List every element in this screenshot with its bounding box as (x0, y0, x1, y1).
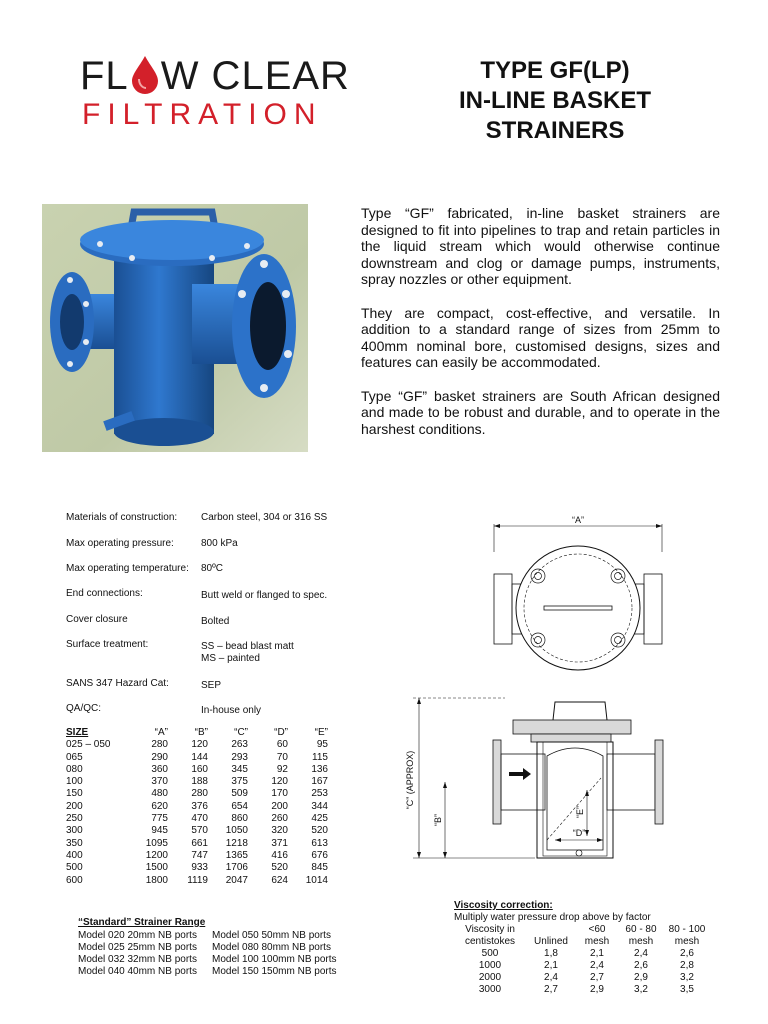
spec-value: In-house only (201, 705, 262, 716)
table-row (454, 948, 710, 960)
table-cell: 375 (231, 776, 248, 788)
table-cell: 280 (151, 739, 168, 751)
spec-value-2: MS – painted (201, 653, 260, 664)
table-cell: 520 (271, 862, 288, 874)
table-cell: 661 (191, 837, 208, 849)
table-cell: 150 (66, 788, 83, 800)
table-cell: 376 (191, 800, 208, 812)
table-cell: 470 (191, 813, 208, 825)
table-cell: 624 (271, 874, 288, 886)
diagram-top-view (486, 512, 676, 672)
table-cell: 371 (271, 837, 288, 849)
table-cell: 1800 (145, 874, 168, 886)
table-cell: 676 (311, 849, 328, 861)
intro-text (361, 205, 720, 454)
table-cell: 1000 (478, 960, 502, 971)
table-row (66, 850, 328, 862)
spec-label: SANS 347 Hazard Cat: (66, 678, 169, 689)
intro-paragraph-1: Type “GF” fabricated, in-line basket strainers are designed to fit into pipelines to trap and retain particles in the liquid stream which would otherwise continue downstream and clog or damage pumps, instruments, spray nozzles or other equipment. (361, 205, 720, 287)
table-row (454, 972, 710, 984)
table-cell: 845 (311, 862, 328, 874)
table-cell: 2,6 (634, 960, 648, 971)
table-cell: 2,8 (680, 960, 694, 971)
standard-range (78, 917, 368, 977)
table-cell: 860 (231, 813, 248, 825)
table-cell: 2,4 (634, 948, 648, 959)
table-cell: 160 (191, 763, 208, 775)
table-cell: 1706 (225, 862, 248, 874)
table-row (66, 776, 328, 788)
dimension-e-label: “E” (575, 806, 585, 818)
table-cell: 2000 (478, 972, 502, 983)
table-cell: 480 (151, 788, 168, 800)
table-cell: 70 (276, 751, 288, 763)
logo-text-wclear: W CLEAR (160, 54, 350, 98)
table-cell: 2,9 (634, 972, 648, 983)
visc-header-cell: centistokes (464, 936, 516, 947)
visc-header-cell: mesh (674, 936, 700, 947)
header-d: “D” (274, 727, 288, 738)
visc-header-cell: mesh (584, 936, 610, 947)
table-cell: 416 (271, 849, 288, 861)
table-cell: 1014 (305, 874, 328, 886)
table-cell: 115 (312, 751, 328, 763)
spec-label: End connections: (66, 588, 143, 599)
table-cell: 320 (271, 825, 288, 837)
dimension-d-label: “D” (572, 828, 586, 838)
table-cell: 1050 (225, 825, 248, 837)
viscosity-header-2 (454, 936, 710, 948)
table-cell: 253 (311, 788, 328, 800)
table-row (66, 788, 328, 800)
viscosity-correction (454, 900, 724, 996)
table-cell: 370 (151, 776, 168, 788)
page-title (420, 56, 690, 146)
title-line-1: TYPE GF(LP) (480, 57, 630, 84)
title-line-3: STRAINERS (485, 117, 625, 144)
spec-label: Max operating temperature: (66, 563, 189, 574)
header-size: SIZE (66, 727, 89, 738)
table-cell: 2,9 (590, 984, 604, 995)
table-row (66, 825, 328, 837)
table-cell: 613 (311, 837, 328, 849)
intro-paragraph-3: Type “GF” basket strainers are South African designed and made to be robust and durable, and to operate in the harshest conditions. (361, 387, 720, 437)
visc-header-cell (526, 924, 576, 936)
table-cell: 100 (66, 776, 83, 788)
list-item: Model 050 50mm NB ports (212, 930, 331, 941)
spec-label: QA/QC: (66, 703, 102, 714)
spec-value: SS – bead blast matt (201, 641, 294, 652)
standard-range-left (78, 930, 197, 978)
spec-value: Carbon steel, 304 or 316 SS (201, 512, 328, 523)
logo-wordmark (80, 52, 350, 100)
intro-paragraph-2: They are compact, cost-effective, and versatile. In addition to a standard range of sizes from 25mm to 400mm nominal bore, customised designs, sizes and features can easily be accommodated. (361, 304, 720, 370)
table-cell: 654 (231, 800, 248, 812)
list-item: Model 020 20mm NB ports (78, 930, 197, 941)
table-cell: 360 (151, 763, 168, 775)
list-item: Model 100 100mm NB ports (212, 954, 337, 965)
table-cell: 120 (191, 739, 208, 751)
table-row (66, 752, 328, 764)
table-cell: 188 (191, 776, 208, 788)
table-row (454, 960, 710, 972)
table-cell: 747 (191, 849, 208, 861)
spec-value: 80ºC (201, 563, 223, 574)
table-cell: 1218 (225, 837, 248, 849)
table-row (66, 813, 328, 825)
spec-label: Surface treatment: (66, 639, 149, 650)
table-cell: 260 (271, 813, 288, 825)
table-cell: 1200 (145, 849, 168, 861)
company-logo (80, 52, 350, 138)
dimension-a-label: “A” (572, 515, 584, 525)
table-cell: 025 – 050 (66, 739, 111, 751)
table-cell: 509 (231, 788, 248, 800)
spec-label: Cover closure (66, 614, 128, 625)
table-row (454, 984, 710, 996)
spec-label: Materials of construction: (66, 512, 178, 523)
spec-value: 800 kPa (201, 538, 238, 549)
table-cell: 2,1 (590, 948, 604, 959)
table-cell: 500 (66, 862, 83, 874)
table-cell: 600 (66, 874, 83, 886)
table-cell: 1365 (225, 849, 248, 861)
table-cell: 3,2 (634, 984, 648, 995)
table-cell: 520 (311, 825, 328, 837)
table-row (66, 739, 328, 751)
table-cell: 350 (66, 837, 83, 849)
viscosity-subtitle: Multiply water pressure drop above by factor (454, 912, 651, 923)
table-row (66, 875, 328, 887)
table-cell: 280 (191, 788, 208, 800)
list-item: Model 032 32mm NB ports (78, 954, 197, 965)
table-cell: 1119 (187, 874, 208, 886)
table-cell: 3000 (478, 984, 502, 995)
logo-filtration: FILTRATION (82, 98, 323, 131)
visc-header-cell: Unlined (534, 936, 568, 947)
table-cell: 3,5 (680, 984, 694, 995)
table-cell: 290 (151, 751, 168, 763)
list-item: Model 025 25mm NB ports (78, 942, 197, 953)
viscosity-header-1 (454, 924, 710, 936)
visc-header-cell: 60 - 80 (625, 924, 657, 935)
diagram-side-section (405, 690, 680, 865)
table-cell: 300 (66, 825, 83, 837)
table-cell: 344 (311, 800, 328, 812)
table-cell: 200 (271, 800, 288, 812)
table-cell: 2,7 (590, 972, 604, 983)
table-cell: 3,2 (680, 972, 694, 983)
title-line-2: IN-LINE BASKET (459, 87, 651, 114)
header-e: “E” (314, 727, 328, 738)
table-row (66, 838, 328, 850)
visc-header-cell: 80 - 100 (668, 924, 706, 935)
table-cell: 1095 (145, 837, 168, 849)
table-cell: 400 (66, 849, 83, 861)
table-cell: 080 (66, 763, 83, 775)
list-item: Model 150 150mm NB ports (212, 966, 337, 977)
header-b: “B” (194, 727, 208, 738)
spec-label: Max operating pressure: (66, 538, 174, 549)
table-cell: 065 (66, 751, 83, 763)
list-item: Model 080 80mm NB ports (212, 942, 331, 953)
table-row (66, 801, 328, 813)
table-cell: 1,8 (544, 948, 558, 959)
water-drop-icon (130, 55, 160, 95)
standard-range-title: “Standard” Strainer Range (78, 917, 206, 928)
table-cell: 167 (311, 776, 328, 788)
spec-value: Bolted (201, 616, 230, 627)
table-cell: 60 (276, 739, 288, 751)
header-a: “A” (154, 727, 168, 738)
table-cell: 293 (231, 751, 248, 763)
table-cell: 2,4 (544, 972, 558, 983)
table-cell: 2,4 (590, 960, 604, 971)
visc-header-cell: Viscosity in (465, 924, 515, 935)
header-c: “C” (234, 727, 248, 738)
table-cell: 345 (231, 763, 248, 775)
table-cell: 92 (276, 763, 288, 775)
visc-header-cell: mesh (628, 936, 654, 947)
list-item: Model 040 40mm NB ports (78, 966, 197, 977)
dimension-c-label: “C” (APPROX) (405, 750, 415, 810)
viscosity-title: Viscosity correction: (454, 900, 553, 911)
visc-header-cell: <60 (588, 924, 606, 935)
table-cell: 2047 (225, 874, 248, 886)
table-cell: 144 (191, 751, 208, 763)
table-row (66, 764, 328, 776)
logo-text-fl: FL (80, 54, 129, 98)
table-cell: 775 (151, 813, 168, 825)
table-cell: 170 (271, 788, 288, 800)
table-cell: 136 (311, 763, 328, 775)
table-cell: 425 (311, 813, 328, 825)
product-photo (42, 204, 308, 452)
table-cell: 2,6 (680, 948, 694, 959)
table-cell: 1500 (145, 862, 168, 874)
table-cell: 263 (231, 739, 248, 751)
table-row (66, 862, 328, 874)
size-table (66, 727, 328, 887)
spec-value: SEP (201, 680, 222, 691)
table-cell: 120 (271, 776, 288, 788)
table-cell: 2,1 (544, 960, 558, 971)
standard-range-right (212, 930, 337, 978)
table-cell: 95 (316, 739, 328, 751)
table-cell: 620 (151, 800, 168, 812)
table-cell: 570 (191, 825, 208, 837)
spec-value: Butt weld or flanged to spec. (201, 590, 328, 601)
table-cell: 2,7 (544, 984, 558, 995)
size-table-header (66, 727, 328, 739)
table-cell: 200 (66, 800, 83, 812)
table-cell: 945 (151, 825, 168, 837)
table-cell: 250 (66, 813, 83, 825)
dimension-b-label: “B” (433, 814, 443, 826)
table-cell: 500 (481, 948, 499, 959)
table-cell: 933 (191, 862, 208, 874)
